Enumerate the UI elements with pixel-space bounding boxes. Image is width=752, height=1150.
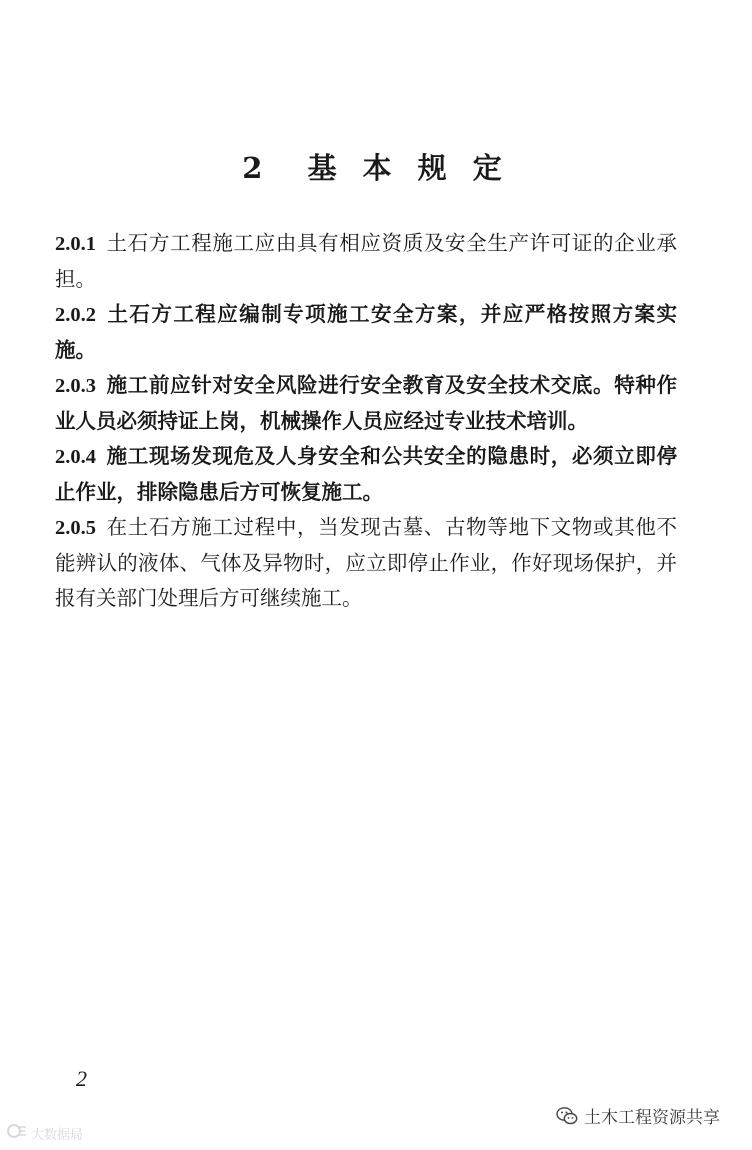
clause-2-0-2 bbox=[55, 297, 677, 368]
clause-list bbox=[55, 226, 677, 616]
watermark-left bbox=[6, 1123, 83, 1143]
clause-text: 土石方工程施工应由具有相应资质及安全生产许可证的企业承担。 bbox=[55, 231, 677, 291]
clause-number: 2.0.4 bbox=[55, 446, 96, 468]
clause-2-0-5 bbox=[55, 510, 677, 616]
clause-2-0-4 bbox=[55, 439, 677, 510]
watermark-left-text: 大数据局 bbox=[31, 1127, 84, 1143]
clause-number: 2.0.1 bbox=[55, 233, 96, 255]
clause-2-0-3 bbox=[55, 368, 677, 439]
clause-number: 2.0.5 bbox=[55, 517, 96, 539]
clause-number: 2.0.3 bbox=[55, 375, 96, 397]
wechat-icon bbox=[556, 1106, 578, 1126]
clause-text: 施工现场发现危及人身安全和公共安全的隐患时，必须立即停止作业，排除隐患后方可恢复施工。 bbox=[55, 444, 677, 504]
watermark-right-text: 土木工程资源共享 bbox=[584, 1108, 720, 1128]
clause-2-0-1 bbox=[55, 226, 677, 297]
clause-text: 施工前应针对安全风险进行安全教育及安全技术交底。特种作业人员必须持证上岗，机械操作人员应经过专业技术培训。 bbox=[55, 373, 677, 433]
logo-icon bbox=[6, 1123, 28, 1143]
watermark-right bbox=[556, 1103, 720, 1128]
page-title: 2 基 本 规 定 bbox=[242, 151, 510, 185]
clause-text: 土石方工程应编制专项施工安全方案，并应严格按照方案实施。 bbox=[55, 302, 677, 362]
clause-number: 2.0.2 bbox=[55, 304, 96, 326]
clause-text: 在土石方施工过程中，当发现古墓、古物等地下文物或其他不能辨认的液体、气体及异物时，应立即停止作业，作好现场保护，并报有关部门处理后方可继续施工。 bbox=[55, 515, 677, 610]
page-number: 2 bbox=[76, 1066, 87, 1091]
